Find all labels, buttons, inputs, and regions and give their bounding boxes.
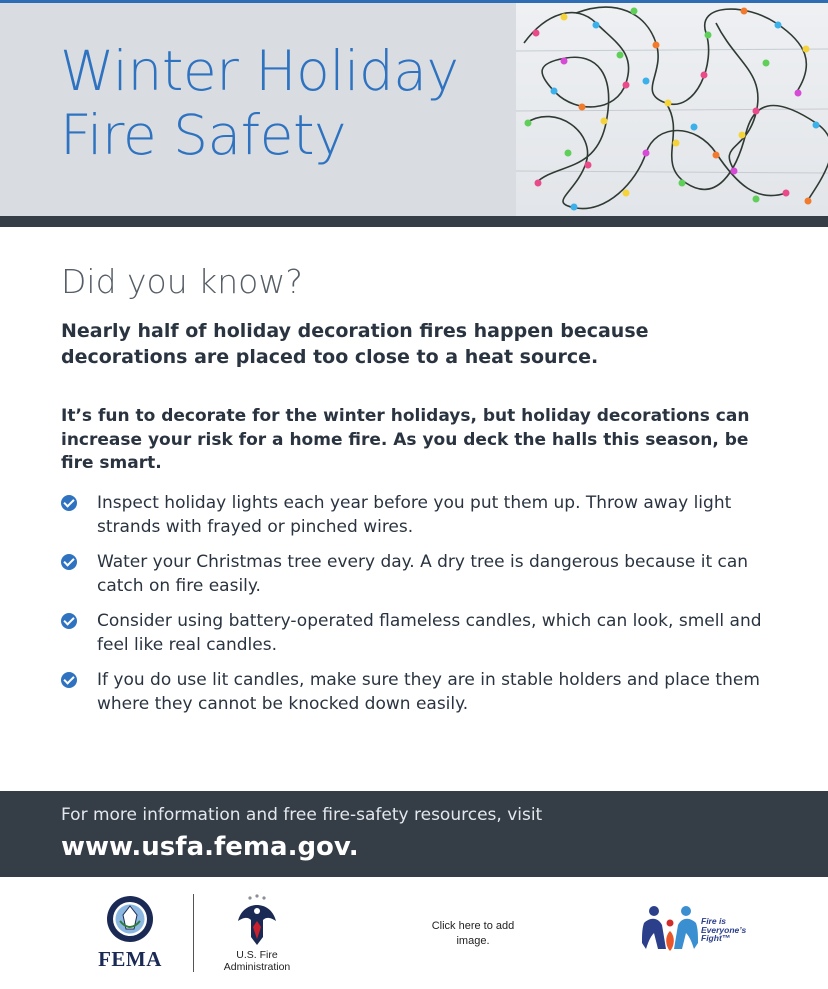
list-item: [61, 609, 781, 657]
tip-text: Inspect holiday lights each year before you put them up. Throw away light strands with frayed or pinched wires.: [97, 493, 732, 537]
key-fact: Nearly half of holiday decoration fires happen because decorations are placed too close to a heat source.: [61, 320, 649, 368]
list-item: [61, 550, 781, 598]
holiday-lights-photo: [516, 3, 828, 216]
tip-text: Water your Christmas tree every day. A dry tree is dangerous because it can catch on fire easily.: [97, 552, 749, 596]
fema-logo: [90, 895, 170, 972]
fema-wordmark: FEMA: [98, 947, 162, 971]
tip-text: If you do use lit candles, make sure they are in stable holders and place them where they cannot be knocked down easily.: [97, 670, 760, 714]
usfa-logo: [212, 893, 302, 973]
usfa-name: U.S. Fire Administration: [223, 949, 291, 973]
title-line-2: Fire Safety: [60, 103, 347, 167]
holiday-lights-illustration: [516, 3, 828, 216]
campaign-slogan: Fire is Everyone’s Fight™: [701, 916, 747, 943]
list-item: [61, 668, 781, 716]
logo-divider: [193, 894, 194, 972]
list-item: [61, 491, 781, 539]
usfa-website-link[interactable]: www.usfa.fema.gov.: [61, 832, 359, 862]
check-circle-icon: [61, 495, 77, 511]
fire-is-everyones-fight-logo: [640, 903, 760, 959]
resources-footer: [0, 791, 828, 877]
safety-tips-list: [61, 491, 781, 727]
family-figures-icon: [640, 903, 700, 959]
did-you-know-heading: Did you know?: [61, 262, 303, 301]
add-image-placeholder[interactable]: Click here to add image.: [431, 920, 515, 947]
check-circle-icon: [61, 613, 77, 629]
logo-strip: [0, 877, 828, 989]
page-title: [60, 39, 510, 167]
check-circle-icon: [61, 554, 77, 570]
header: [0, 3, 828, 216]
tip-text: Consider using battery-operated flameless candles, which can look, smell and feel like real candles.: [97, 611, 762, 655]
eagle-emblem-icon: [235, 893, 279, 949]
dhs-seal-icon: [106, 895, 154, 943]
title-line-1: Winter Holiday: [60, 39, 459, 103]
header-divider-bar: [0, 216, 828, 227]
footer-lead-text: For more information and free fire-safety resources, visit: [61, 805, 543, 825]
check-circle-icon: [61, 672, 77, 688]
intro-paragraph: It’s fun to decorate for the winter holidays, but holiday decorations can increase your risk for a home fire. As you deck the halls this season, be fire smart.: [61, 406, 750, 473]
